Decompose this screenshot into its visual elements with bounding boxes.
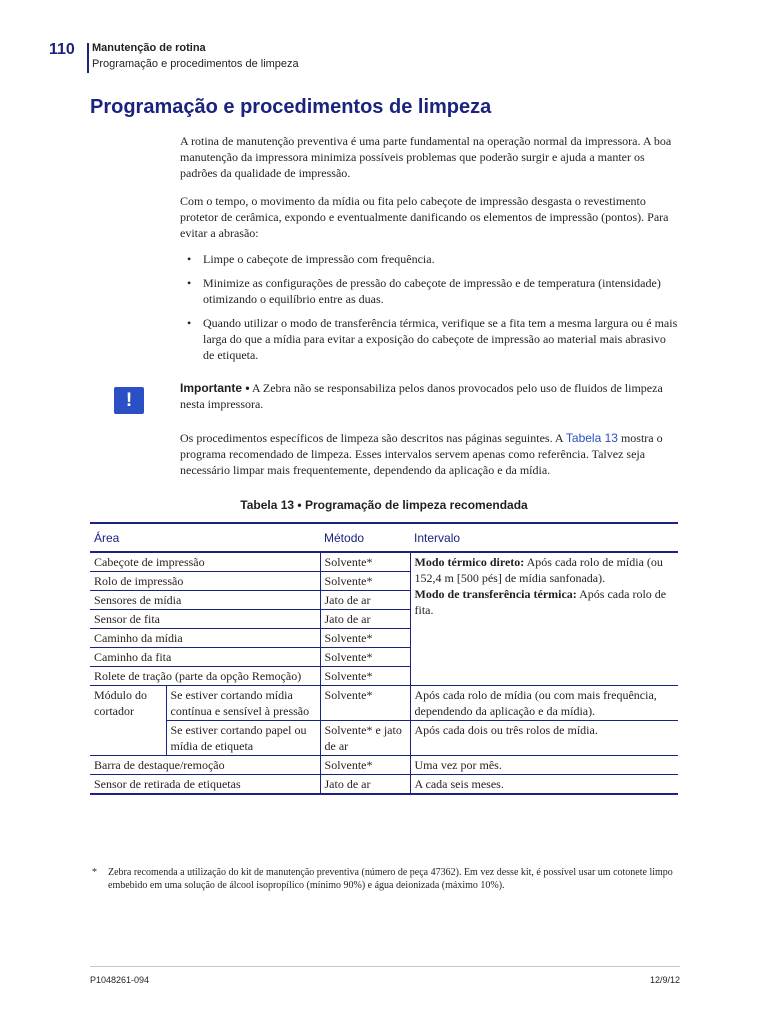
table-footnote xyxy=(92,866,682,892)
area-cell: Caminho da mídia xyxy=(90,629,320,648)
method-cell: Solvente* xyxy=(320,572,410,591)
interval-cell: Após cada dois ou três rolos de mídia. xyxy=(410,721,678,756)
bullet-item: • Limpe o cabeçote de impressão com frequência. xyxy=(180,251,680,267)
table-row xyxy=(90,721,678,756)
area-cell: Cabeçote de impressão xyxy=(90,552,320,572)
abrasion-bullets xyxy=(180,251,680,371)
procedures-paragraph xyxy=(180,430,680,478)
intro-paragraph: A rotina de manutenção preventiva é uma parte fundamental na operação normal da impressora. A boa manutenção da impressora minimiza possíveis problemas que poderão surgir e ajuda a manter os padrões da qualidade de impressão. xyxy=(180,134,672,180)
method-cell: Solvente* xyxy=(320,648,410,667)
interval-label-direct-thermal: Modo térmico direto: xyxy=(414,555,525,569)
abrasion-paragraph: Com o tempo, o movimento da mídia ou fita pelo cabeçote de impressão desgasta o revestimento protetor de cerâmica, expondo e eventualmente danificando os elementos de impressão (pontos). Para evitar a abrasão: xyxy=(180,194,669,240)
table-header-row xyxy=(90,523,678,552)
procedures-text-before: Os procedimentos específicos de limpeza são descritos nas páginas seguintes. A xyxy=(180,431,563,445)
subarea-cell: Se estiver cortando mídia contínua e sensível à pressão xyxy=(166,686,320,721)
method-cell: Solvente* e jato de ar xyxy=(320,721,410,756)
interval-cell: A cada seis meses. xyxy=(410,775,678,795)
area-cell: Barra de destaque/remoção xyxy=(90,756,320,775)
page-title: Programação e procedimentos de limpeza xyxy=(90,96,492,118)
bullet-item: • Quando utilizar o modo de transferência térmica, verifique se a fita tem a mesma largura ou é mais larga do que a mídia para evitar a exposição do cabeçote de impressão ao material mais abrasivo de etiqueta. xyxy=(180,315,680,363)
document-date: 12/9/12 xyxy=(649,975,680,985)
table-row xyxy=(90,686,678,721)
area-cell: Sensores de mídia xyxy=(90,591,320,610)
header-interval: Intervalo xyxy=(410,523,678,552)
footnote-text: Zebra recomenda a utilização do kit de manutenção preventiva (número de peça 47362). Em vez desse kit, é possível usar um cotonete limpo embebido em uma solução de álcool isopropílico (mínimo 90%) e água deionizada (máximo 10%). xyxy=(108,867,673,891)
footnote-marker: * xyxy=(92,867,97,878)
header-section: Manutenção de rotina xyxy=(92,42,206,54)
procedures-text-after: mostra o programa recomendado de limpeza. Esses intervalos servem apenas como referência. Talvez seja necessário limpar mais frequentemente, dependendo da aplicação e da mídia. xyxy=(180,431,663,477)
table-row xyxy=(90,552,678,572)
header-method: Método xyxy=(320,523,410,552)
method-cell: Jato de ar xyxy=(320,610,410,629)
method-cell: Solvente* xyxy=(320,629,410,648)
important-icon: ! xyxy=(114,387,144,414)
method-cell: Solvente* xyxy=(320,686,410,721)
header-subsection: Programação e procedimentos de limpeza xyxy=(92,58,299,70)
method-cell: Solvente* xyxy=(320,667,410,686)
cleaning-schedule-table xyxy=(90,522,678,795)
page-number: 110 xyxy=(49,41,75,58)
document-number: P1048261-094 xyxy=(90,975,150,985)
interval-text-thermal-transfer: Após cada rolo de fita. xyxy=(414,587,667,617)
method-cell: Jato de ar xyxy=(320,591,410,610)
area-cell: Rolete de tração (parte da opção Remoção) xyxy=(90,667,320,686)
important-label: Importante • xyxy=(180,381,250,395)
method-cell: Jato de ar xyxy=(320,775,410,795)
header-area: Área xyxy=(90,523,320,552)
method-cell: Solvente* xyxy=(320,552,410,572)
table-13-link[interactable]: Tabela 13 xyxy=(565,431,618,445)
subarea-cell: Se estiver cortando papel ou mídia de etiqueta xyxy=(166,721,320,756)
interval-text-direct-thermal: Após cada rolo de mídia (ou 152,4 m [500 pés] de mídia sanfonada). xyxy=(414,555,663,585)
table-row xyxy=(90,775,678,795)
table-caption: Tabela 13 • Programação de limpeza recomendada xyxy=(240,498,528,512)
footer-divider xyxy=(90,966,680,967)
interval-label-thermal-transfer: Modo de transferência térmica: xyxy=(414,587,577,601)
important-note xyxy=(180,380,680,412)
area-cell: Sensor de fita xyxy=(90,610,320,629)
table-row xyxy=(90,756,678,775)
interval-cell: Uma vez por mês. xyxy=(410,756,678,775)
bullet-item: • Minimize as configurações de pressão do cabeçote de impressão e de temperatura (intensidade) otimizando o equilíbrio entre as duas. xyxy=(180,275,680,307)
header-divider xyxy=(87,43,89,73)
area-cell: Módulo do cortador xyxy=(90,686,166,756)
merged-interval-cell xyxy=(410,552,678,686)
interval-cell: Após cada rolo de mídia (ou com mais frequência, dependendo da aplicação e da mídia). xyxy=(410,686,678,721)
area-cell: Caminho da fita xyxy=(90,648,320,667)
area-cell: Sensor de retirada de etiquetas xyxy=(90,775,320,795)
method-cell: Solvente* xyxy=(320,756,410,775)
important-text: A Zebra não se responsabiliza pelos danos provocados pelo uso de fluidos de limpeza nesta impressora. xyxy=(180,381,663,411)
area-cell: Rolo de impressão xyxy=(90,572,320,591)
